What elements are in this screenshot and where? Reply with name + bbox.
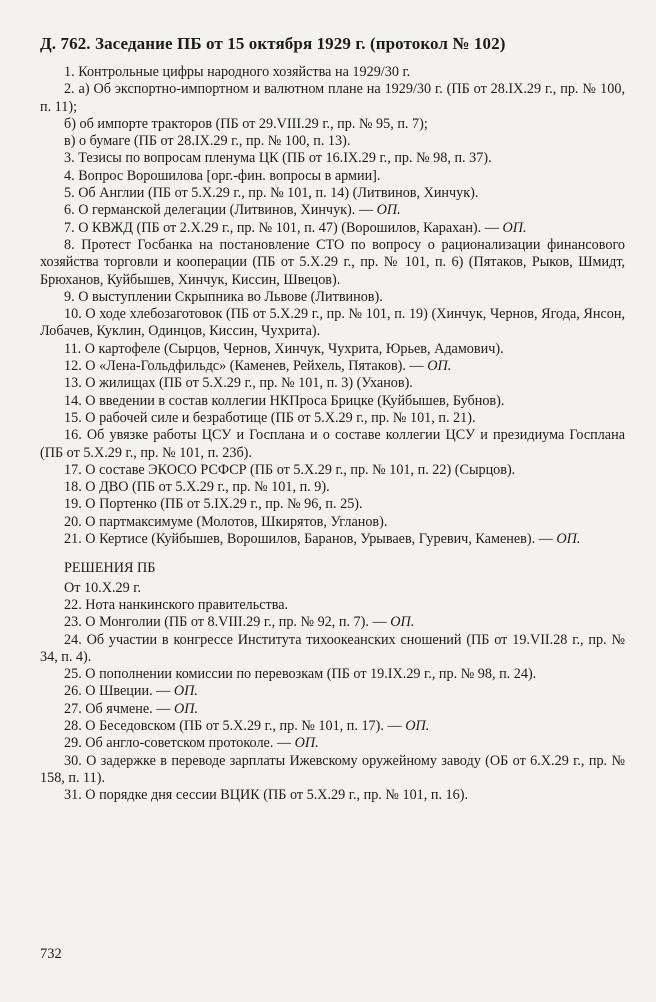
decision-item-text: 31. О порядке дня сессии ВЦИК (ПБ от 5.X.29 г., пр. № 101, п. 16).	[64, 787, 469, 804]
decision-item-text: 24. Об участии в конгрессе Института тихоокеанских сношений (ПБ от 19.VII.28 г., пр. № 34, п. 4).	[40, 631, 625, 665]
agenda-item	[40, 237, 625, 289]
decision-item	[40, 787, 625, 804]
decision-item	[40, 753, 625, 788]
decision-item-text: 22. Нота нанкинского правительства.	[64, 596, 289, 613]
agenda-item-text: 12. О «Лена-Гольдфильдс» (Каменев, Рейхель, Пятаков). —	[64, 358, 428, 375]
agenda-item-text: 17. О составе ЭКОСО РСФСР (ПБ от 5.X.29 г., пр. № 101, п. 22) (Сырцов).	[64, 461, 516, 478]
agenda-item-text: 7. О КВЖД (ПБ от 2.X.29 г., пр. № 101, п. 47) (Ворошилов, Карахан). —	[64, 219, 503, 236]
decision-item	[40, 735, 625, 752]
agenda-item-text: б) об импорте тракторов (ПБ от 29.VIII.29 г., пр. № 95, п. 7);	[64, 115, 428, 132]
agenda-item	[40, 133, 625, 150]
agenda-item-text: 19. О Портенко (ПБ от 5.IX.29 г., пр. № 96, п. 25).	[64, 496, 363, 513]
document-title: Д. 762. Заседание ПБ от 15 октября 1929 г. (протокол № 102)	[40, 34, 506, 53]
decision-item	[40, 666, 625, 683]
decision-item-text: 28. О Беседовском (ПБ от 5.X.29 г., пр. № 101, п. 17). —	[64, 717, 406, 734]
decision-item-text: 27. Об ячмене. —	[64, 700, 174, 717]
decision-item-resolution: ОП.	[390, 614, 415, 631]
decision-item	[40, 683, 625, 700]
agenda-item-text: 8. Протест Госбанка на постановление СТО по вопросу о рационализации финансового хозяйства торговли и кооперации (ПБ от 5.X.29 г., пр. № 101, п. 6) (Пятаков, Рыков, Шмидт, Брюханов, Куйбышев, Хинчук, Киссин, Швецов).	[40, 236, 625, 288]
agenda-item	[40, 341, 625, 358]
decision-item	[40, 597, 625, 614]
agenda-item-text: 2. а) Об экспортно-импортном и валютном плане на 1929/30 г. (ПБ от 28.IX.29 г., пр. № 100, п. 11);	[40, 81, 625, 115]
agenda-item	[40, 375, 625, 392]
agenda-item	[40, 393, 625, 410]
decision-item-resolution: ОП.	[173, 700, 198, 717]
agenda-item-resolution: ОП.	[502, 219, 527, 236]
agenda-item-resolution: ОП.	[376, 202, 401, 219]
agenda-item	[40, 64, 625, 81]
agenda-item	[40, 150, 625, 167]
agenda-item-text: 20. О партмаксимуме (Молотов, Шкирятов, Угланов).	[64, 513, 388, 530]
agenda-item	[40, 202, 625, 219]
decision-item	[40, 614, 625, 631]
decision-item-text: 30. О задержке в переводе зарплаты Ижевскому оружейному заводу (ОБ от 6.X.29 г., пр. № 158, п. 11).	[40, 752, 625, 786]
agenda-item-text: 14. О введении в состав коллегии НКПроса Брицке (Куйбышев, Бубнов).	[64, 392, 505, 409]
agenda-item-text: 16. Об увязке работы ЦСУ и Госплана и о составе коллегии ЦСУ и президиума Госплана (ПБ от 5.X.29 г., пр. № 101, п. 23б).	[40, 427, 625, 461]
agenda-item-text: 5. Об Англии (ПБ от 5.X.29 г., пр. № 101, п. 14) (Литвинов, Хинчук).	[64, 185, 479, 202]
decision-item-resolution: ОП.	[173, 683, 198, 700]
agenda-item-text: 10. О ходе хлебозаготовок (ПБ от 5.X.29 г., пр. № 101, п. 19) (Хинчук, Чернов, Ягода, Янсон, Лобачев, Куклин, Одинцов, Киссин, Чухрита).	[40, 306, 625, 340]
agenda-item-text: 11. О картофеле (Сырцов, Чернов, Хинчук, Чухрита, Юрьев, Адамович).	[64, 340, 504, 357]
document-body	[40, 64, 625, 804]
agenda-item-text: в) о бумаге (ПБ от 28.IX.29 г., пр. № 100, п. 13).	[64, 133, 351, 150]
agenda-item	[40, 168, 625, 185]
decisions-date: От 10.X.29 г.	[64, 579, 142, 596]
decision-item-text: 26. О Швеции. —	[64, 683, 174, 700]
agenda-item	[40, 514, 625, 531]
agenda-item	[40, 306, 625, 341]
decision-item-text: 23. О Монголии (ПБ от 8.VIII.29 г., пр. № 92, п. 7). —	[64, 614, 391, 631]
agenda-item-text: 6. О германской делегации (Литвинов, Хинчук). —	[64, 202, 377, 219]
agenda-item	[40, 220, 625, 237]
agenda-item	[40, 496, 625, 513]
decisions-heading: РЕШЕНИЯ ПБ	[64, 560, 156, 577]
decision-item	[40, 701, 625, 718]
agenda-item	[40, 427, 625, 462]
agenda-item	[40, 358, 625, 375]
page-number: 732	[40, 946, 62, 962]
decision-items	[40, 597, 625, 805]
agenda-item-text: 21. О Кертисе (Куйбышев, Ворошилов, Баранов, Урываев, Гуревич, Каменев). —	[64, 531, 557, 548]
decision-item-resolution: ОП.	[405, 717, 430, 734]
agenda-item-resolution: ОП.	[556, 531, 581, 548]
agenda-item	[40, 116, 625, 133]
agenda-item-resolution: ОП.	[427, 358, 452, 375]
agenda-item	[40, 531, 625, 548]
agenda-item-text: 3. Тезисы по вопросам пленума ЦК (ПБ от 16.IX.29 г., пр. № 98, п. 37).	[64, 150, 492, 167]
agenda-items	[40, 64, 625, 548]
decision-item-text: 25. О пополнении комиссии по перевозкам (ПБ от 19.IX.29 г., пр. № 98, п. 24).	[64, 666, 537, 683]
agenda-item-text: 15. О рабочей силе и безработице (ПБ от 5.X.29 г., пр. № 101, п. 21).	[64, 409, 476, 426]
agenda-item	[40, 81, 625, 116]
agenda-item	[40, 410, 625, 427]
agenda-item	[40, 462, 625, 479]
decision-item-resolution: ОП.	[294, 735, 319, 752]
agenda-item	[40, 185, 625, 202]
decision-item	[40, 718, 625, 735]
decision-item	[40, 632, 625, 667]
decision-item-text: 29. Об англо-советском протоколе. —	[64, 735, 295, 752]
agenda-item	[40, 289, 625, 306]
agenda-item-text: 13. О жилищах (ПБ от 5.X.29 г., пр. № 101, п. 3) (Уханов).	[64, 375, 413, 392]
agenda-item-text: 9. О выступлении Скрыпника во Львове (Литвинов).	[64, 288, 383, 305]
agenda-item	[40, 479, 625, 496]
agenda-item-text: 18. О ДВО (ПБ от 5.X.29 г., пр. № 101, п. 9).	[64, 479, 330, 496]
agenda-item-text: 1. Контрольные цифры народного хозяйства на 1929/30 г.	[64, 64, 411, 80]
agenda-item-text: 4. Вопрос Ворошилова [орг.-фин. вопросы в армии].	[64, 167, 381, 184]
